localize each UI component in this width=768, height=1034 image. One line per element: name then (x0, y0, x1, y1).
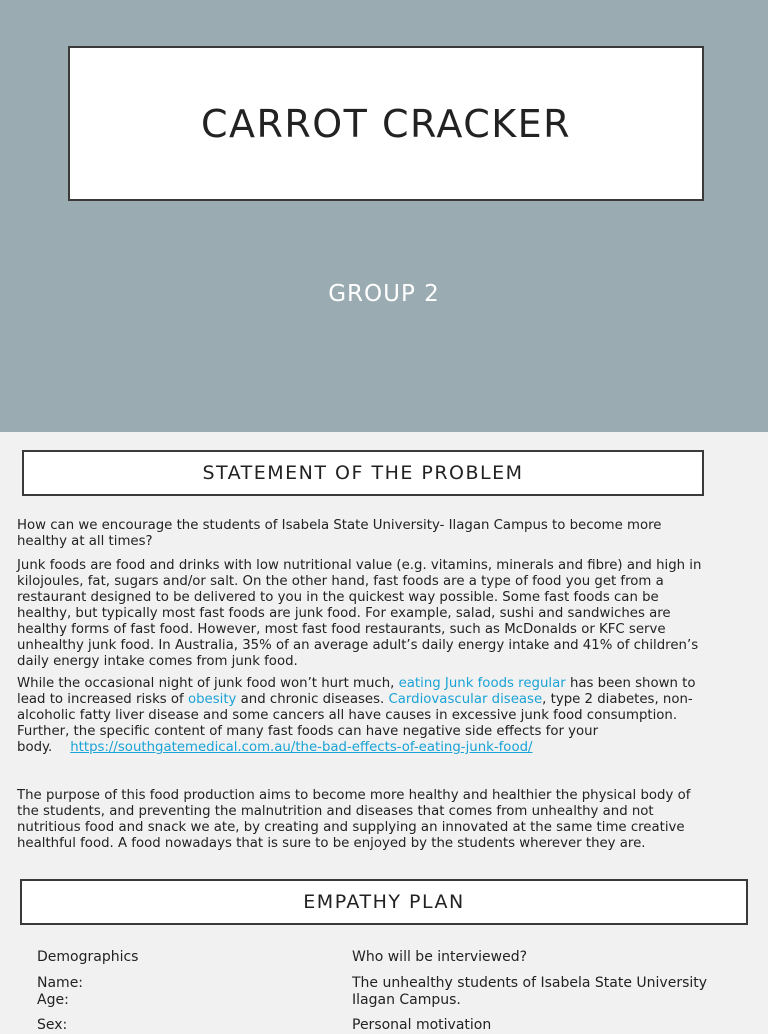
link-obesity[interactable]: obesity (187, 692, 237, 707)
age-label: Age: (37, 992, 69, 1008)
demographics-label: Demographics (37, 949, 139, 965)
problem-question: How can we encourage the students of Isabela State University- Ilagan Campus to become more healthy at all times? (17, 518, 662, 549)
effects-text-1: While the occasional night of junk food won’t hurt much, (17, 676, 399, 691)
section-heading-empathy: EMPATHY PLAN (20, 879, 748, 925)
problem-slide (0, 432, 768, 1033)
interviewee-question: Who will be interviewed? (352, 949, 528, 965)
link-cardiovascular-disease[interactable]: Cardiovascular disease (388, 692, 543, 707)
effects-text-4: , type 2 diabetes, non-alcoholic fatty liver disease and some cancers all have causes in excessive junk food consumption. Further, the specific content of many fast foods can have negative side effects for your body. (17, 692, 693, 755)
presentation-title: CARROT CRACKER (200, 101, 572, 146)
sex-label: Sex: (37, 1017, 68, 1033)
presentation-subtitle: GROUP 2 (328, 281, 440, 307)
effects-text-3: and chronic diseases. (236, 692, 389, 707)
link-eating-junk-foods[interactable]: eating Junk foods regular (398, 676, 566, 691)
title-slide (0, 0, 768, 432)
interviewee-answer: The unhealthy students of Isabela State University Ilagan Campus. (352, 975, 708, 1008)
purpose-statement: The purpose of this food production aims to become more healthy and healthier the physical body of the students, and preventing the malnutrition and diseases that comes from unhealthy and not nutritious food and snack we ate, by creating and supplying an innovated at the same time creative healthful food. A food nowadays that is sure to be enjoyed by the students wherever they are. (17, 788, 691, 851)
section-heading-problem: STATEMENT OF THE PROBLEM (22, 450, 704, 496)
personal-motivation-label: Personal motivation (352, 1017, 492, 1033)
junk-food-definition: Junk foods are food and drinks with low nutritional value (e.g. vitamins, minerals and fibre) and high in kilojoules, fat, sugars and/or salt. On the other hand, fast foods are a type of food you get from a restaurant designed to be delivered to you in the quickest way possible. Some fast foods can be healthy, but typically most fast foods are junk food. For example, salad, sushi and sandwiches are healthy forms of fast food. However, most fast food restaurants, such as McDonalds or KFC serve unhealthy junk food. In Australia, 35% of an average adult’s daily energy intake and 41% of children’s daily energy intake comes from junk food. (17, 558, 702, 669)
junk-food-effects (17, 676, 707, 756)
source-url-link[interactable]: https://southgatemedical.com.au/the-bad-effects-of-eating-junk-food/ (70, 740, 533, 755)
title-box (68, 46, 704, 201)
name-label: Name: (37, 975, 84, 991)
effects-text-2: has been shown to lead to increased risks of (17, 676, 696, 707)
